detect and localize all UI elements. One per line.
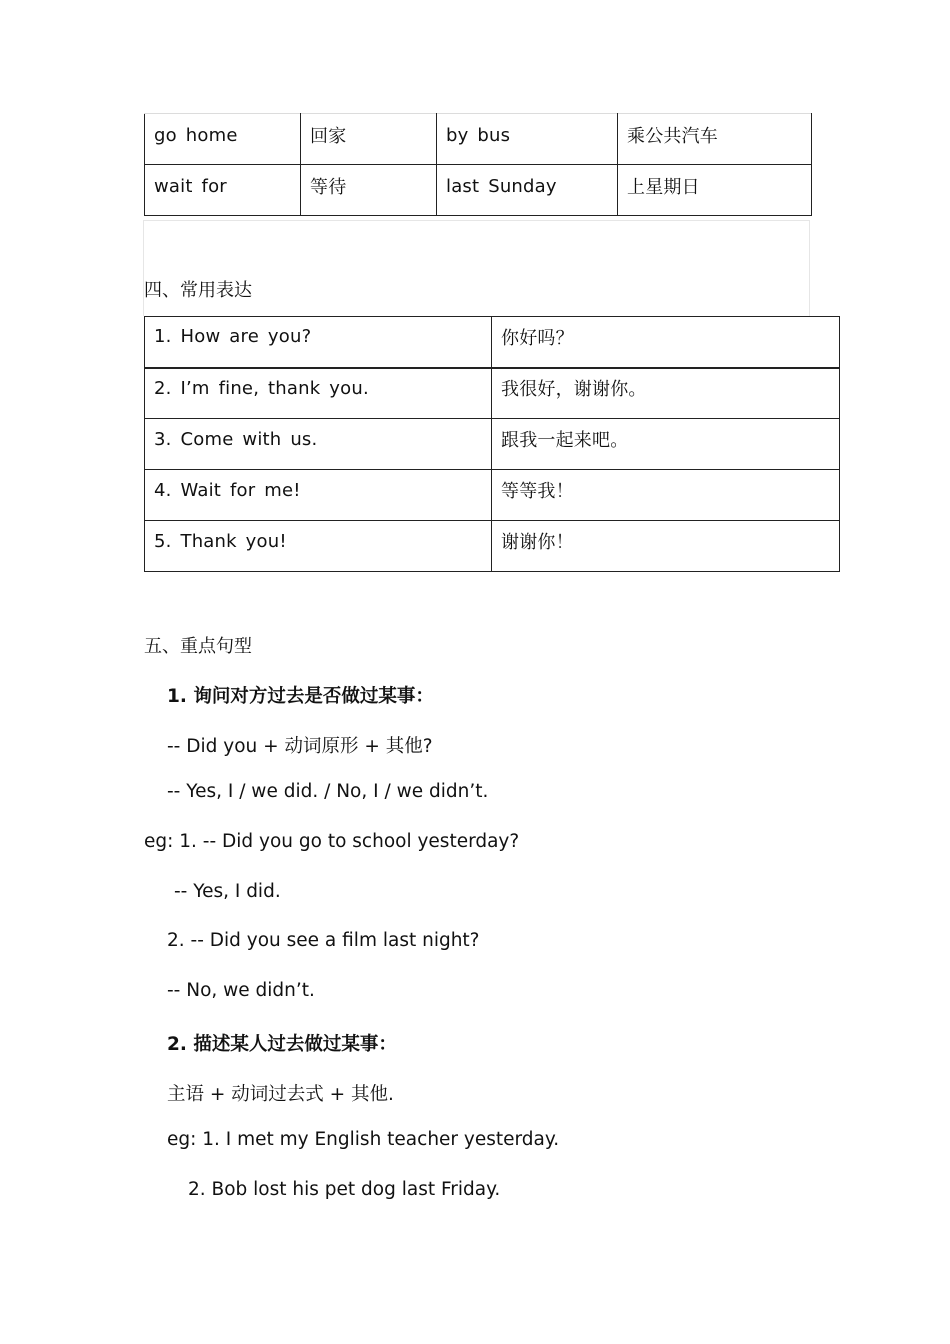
table-cell: 5. Thank you! <box>145 521 492 572</box>
table-cell: 上星期日 <box>618 165 812 216</box>
table-cell: 回家 <box>301 114 437 165</box>
table-cell: 我很好，谢谢你。 <box>492 368 840 419</box>
table-cell: 3. Come with us. <box>145 419 492 470</box>
table-row <box>145 419 840 470</box>
pattern-title: 2. 描述某人过去做过某事： <box>167 1034 397 1055</box>
table-row <box>145 165 812 216</box>
table-row <box>145 114 812 165</box>
pattern-question: -- Did you + 动词原形 + 其他? <box>167 736 433 757</box>
example-question: 2. -- Did you see a film last night? <box>167 930 480 951</box>
expressions-table <box>144 316 840 572</box>
page-frame-top <box>143 220 810 221</box>
table-cell: by bus <box>437 114 618 165</box>
table-cell: wait for <box>145 165 301 216</box>
pattern-formula: 主语 + 动词过去式 + 其他. <box>167 1084 394 1105</box>
table-cell: 4. Wait for me! <box>145 470 492 521</box>
example-sentence: eg: 1. I met my English teacher yesterday. <box>167 1129 560 1150</box>
page-frame-right <box>809 220 810 316</box>
table-cell: 2. I’m fine, thank you. <box>145 368 492 419</box>
table-cell: go home <box>145 114 301 165</box>
section-heading: 五、重点句型 <box>144 636 252 657</box>
vocab-table <box>144 113 812 216</box>
table-cell: 乘公共汽车 <box>618 114 812 165</box>
example-answer: -- No, we didn’t. <box>167 980 315 1001</box>
example-answer: -- Yes, I did. <box>174 881 281 902</box>
table-row <box>145 317 840 368</box>
table-row <box>145 521 840 572</box>
table-cell: last Sunday <box>437 165 618 216</box>
table-cell: 跟我一起来吧。 <box>492 419 840 470</box>
example-sentence: 2. Bob lost his pet dog last Friday. <box>188 1179 501 1200</box>
table-cell: 谢谢你！ <box>492 521 840 572</box>
table-row <box>145 470 840 521</box>
table-cell: 等等我！ <box>492 470 840 521</box>
table-cell: 你好吗？ <box>492 317 840 368</box>
pattern-answer: -- Yes, I / we did. / No, I / we didn’t. <box>167 781 489 802</box>
table-cell: 1. How are you? <box>145 317 492 368</box>
example-question: eg: 1. -- Did you go to school yesterday? <box>144 831 520 852</box>
section-heading: 四、常用表达 <box>144 280 252 301</box>
table-row <box>145 368 840 419</box>
table-cell: 等待 <box>301 165 437 216</box>
pattern-title: 1. 询问对方过去是否做过某事： <box>167 686 434 707</box>
